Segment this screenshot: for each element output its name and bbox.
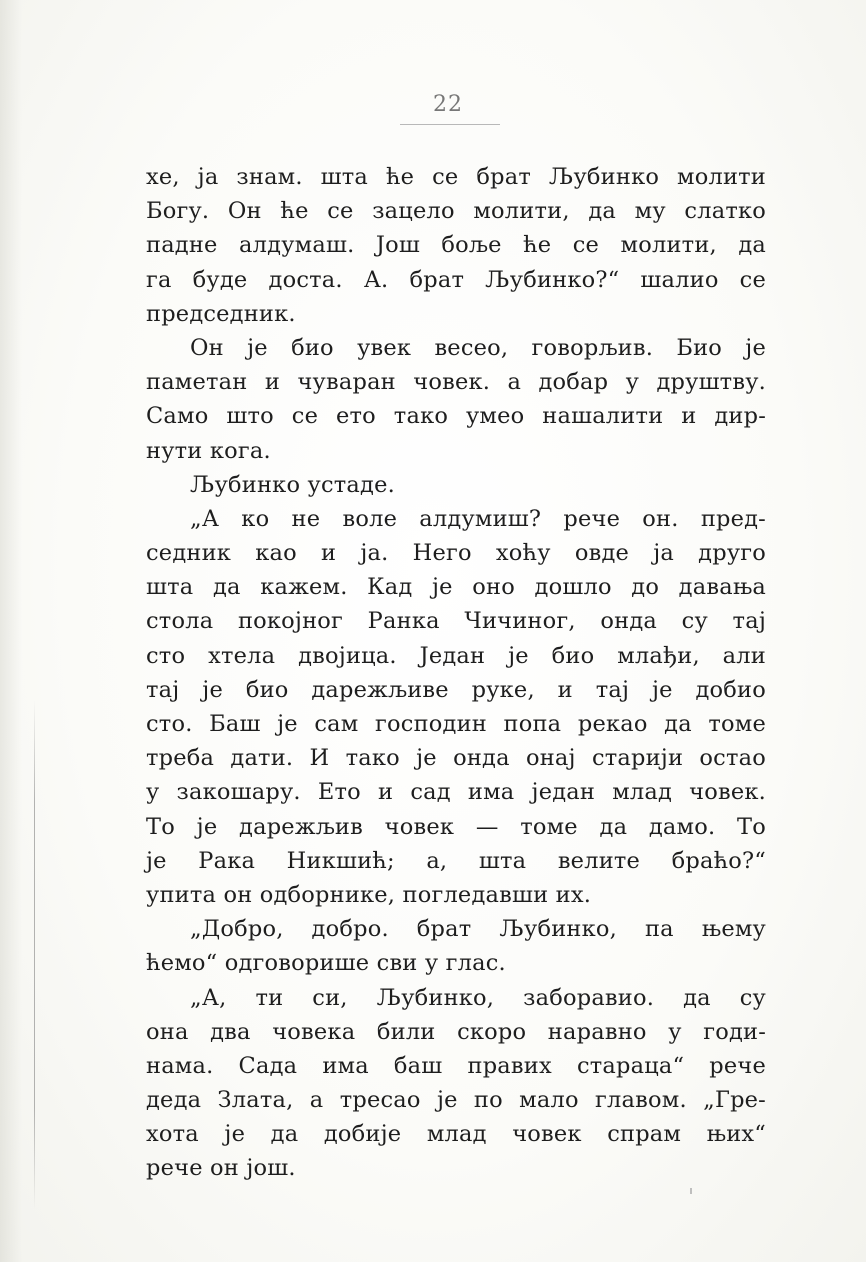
text-line: падне алдумаш. Још боље ће се молити, да	[146, 232, 766, 259]
text-line: Богу. Он ће се зацело молити, да му слатко	[146, 198, 766, 225]
text-line: председник.	[146, 300, 296, 327]
text-line: хе, ја знам. шта ће се брат Љубинко молити	[146, 164, 766, 190]
text-line: упита он одборнике, погледавши их.	[146, 881, 592, 908]
page-number-rule	[400, 124, 500, 125]
text-line: Само што се ето тако умео нашалити и дир-	[146, 403, 766, 430]
page-edge-shadow	[0, 0, 22, 1262]
text-line: седник као и ја. Него хоћу овде ја друго	[146, 540, 766, 567]
text-line: рече он још.	[146, 1155, 296, 1182]
text-line: деда Злата, а тресао је по мало главом. „Гре-	[146, 1087, 766, 1114]
paragraph-first-line: Љубинко устаде.	[190, 471, 395, 498]
text-line: треба дати. И тако је онда онај старији остао	[146, 745, 766, 772]
page-number: 22	[433, 92, 463, 117]
text-line: То је дарежљив човек — томе да дамо. То	[146, 813, 766, 840]
scan-speck	[690, 1188, 692, 1194]
paragraph-first-line: „А ко не воле алдумиш? рече он. пред-	[190, 505, 766, 532]
text-line: она два човека били скоро наравно у годи-	[146, 1018, 766, 1045]
text-line: шта да кажем. Кад је оно дошло до давања	[146, 574, 766, 601]
paragraph-first-line: Он је био увек весео, говорљив. Био је	[190, 334, 766, 361]
text-line: тај је био дарежљиве руке, и тај је добио	[146, 676, 766, 703]
text-line: стола покојног Ранка Чичиног, онда су тај	[146, 608, 766, 635]
text-line: ћемо“ одговорише сви у глас.	[146, 950, 506, 977]
text-line: у закошару. Ето и сад има један млад човек.	[146, 779, 766, 806]
text-line: паметан и чуваран човек. а добар у друштву.	[146, 369, 766, 396]
body-text	[146, 160, 766, 1186]
margin-scan-mark	[34, 700, 35, 1210]
paragraph-first-line: „А, ти си, Љубинко, заборавио. да су	[190, 984, 766, 1011]
text-line: сто хтела двојица. Један је био млађи, али	[146, 642, 766, 669]
text-line: хота је да добије млад човек спрам њих“	[146, 1121, 766, 1148]
paragraph-first-line: „Добро, добро. брат Љубинко, па њему	[190, 916, 766, 943]
text-line: нути кога.	[146, 437, 271, 464]
text-line: нама. Сада има баш правих стараца“ рече	[146, 1052, 766, 1079]
text-line: је Рака Никшић; а, шта велите браћо?“	[146, 847, 766, 874]
text-line: сто. Баш је сам господин попа рекао да томе	[146, 711, 766, 737]
text-line: га буде доста. А. брат Љубинко?“ шалио се	[146, 266, 766, 293]
